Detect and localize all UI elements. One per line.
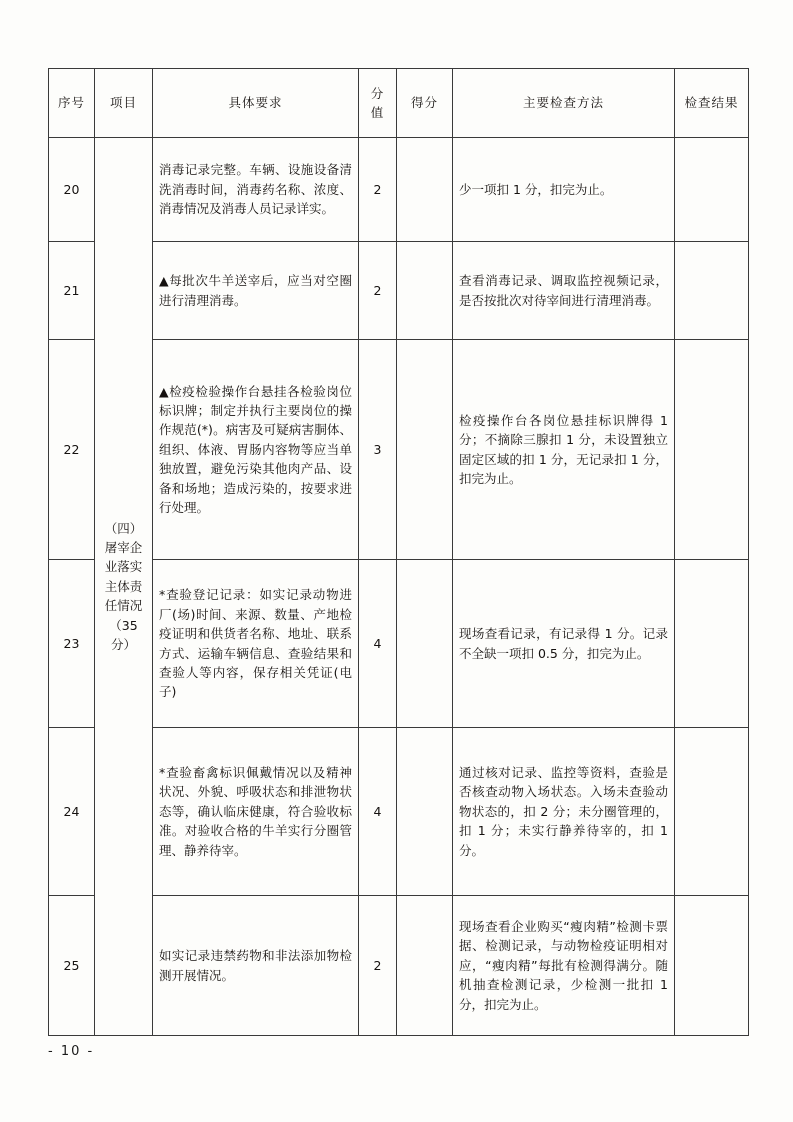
table-row	[49, 242, 749, 340]
row-result[interactable]	[675, 340, 749, 560]
row-got[interactable]	[397, 340, 453, 560]
header-score	[359, 69, 397, 138]
row-method: 少一项扣 1 分，扣完为止。	[453, 138, 675, 242]
row-result[interactable]	[675, 138, 749, 242]
header-result	[675, 69, 749, 138]
header-requirement	[153, 69, 359, 138]
row-score: 3	[359, 340, 397, 560]
header-seq-label: 序号	[57, 95, 85, 111]
header-item-label: 项目	[109, 95, 137, 111]
row-got[interactable]	[397, 242, 453, 340]
row-result[interactable]	[675, 896, 749, 1036]
table-body	[49, 138, 749, 1036]
row-result[interactable]	[675, 728, 749, 896]
row-got[interactable]	[397, 138, 453, 242]
row-requirement: *查验畜禽标识佩戴情况以及精神状况、外貌、呼吸状态和排泄物状态等，确认临床健康，符合验收标准。对验收合格的牛羊实行分圈管理、静养待宰。	[153, 728, 359, 896]
row-method: 查看消毒记录、调取监控视频记录，是否按批次对待宰间进行清理消毒。	[453, 242, 675, 340]
table-header	[49, 69, 749, 138]
row-result[interactable]	[675, 560, 749, 728]
row-seq: 20	[49, 138, 95, 242]
group-label: （四）屠宰企业落实主体责任情况（35分）	[104, 520, 143, 652]
row-score: 2	[359, 896, 397, 1036]
row-score: 2	[359, 242, 397, 340]
row-requirement: *查验登记记录：如实记录动物进厂(场)时间、来源、数量、产地检疫证明和供货者名称、地址、联系方式、运输车辆信息、查验结果和查验人等内容，保存相关凭证(电子)	[153, 560, 359, 728]
header-seq	[49, 69, 95, 138]
row-score: 4	[359, 728, 397, 896]
page-number: - 10 -	[48, 1044, 95, 1059]
inspection-table	[48, 68, 749, 1036]
header-requirement-label: 具体要求	[228, 95, 283, 111]
row-got[interactable]	[397, 560, 453, 728]
header-item	[95, 69, 153, 138]
row-requirement: 如实记录违禁药物和非法添加物检测开展情况。	[153, 896, 359, 1036]
header-got-label: 得分	[410, 95, 438, 111]
row-result[interactable]	[675, 242, 749, 340]
row-seq: 24	[49, 728, 95, 896]
row-seq: 22	[49, 340, 95, 560]
header-method-label: 主要检查方法	[522, 95, 604, 111]
row-seq: 23	[49, 560, 95, 728]
table-row	[49, 896, 749, 1036]
row-requirement: 消毒记录完整。车辆、设施设备清洗消毒时间，消毒药名称、浓度、消毒情况及消毒人员记录详实。	[153, 138, 359, 242]
row-method: 检疫操作台各岗位悬挂标识牌得 1 分；不摘除三腺扣 1 分，未设置独立固定区域的扣 1 分，无记录扣 1 分，扣完为止。	[453, 340, 675, 560]
row-requirement: ▲检疫检验操作台悬挂各检验岗位标识牌；制定并执行主要岗位的操作规范(*)。病害及可疑病害胴体、组织、体液、胃肠内容物等应当单独放置，避免污染其他肉产品、设备和场地；造成污染的，按要求进行处理。	[153, 340, 359, 560]
row-seq: 21	[49, 242, 95, 340]
row-got[interactable]	[397, 728, 453, 896]
header-method	[453, 69, 675, 138]
row-got[interactable]	[397, 896, 453, 1036]
table-row	[49, 340, 749, 560]
table-header-row	[49, 69, 749, 138]
row-score: 2	[359, 138, 397, 242]
row-score: 4	[359, 560, 397, 728]
row-method: 现场查看记录，有记录得 1 分。记录不全缺一项扣 0.5 分，扣完为止。	[453, 560, 675, 728]
table-row	[49, 728, 749, 896]
table-row	[49, 560, 749, 728]
row-seq: 25	[49, 896, 95, 1036]
row-requirement: ▲每批次牛羊送宰后，应当对空圈进行清理消毒。	[153, 242, 359, 340]
table-row	[49, 138, 749, 242]
header-got	[397, 69, 453, 138]
inspection-table-container	[48, 68, 748, 1036]
group-cell	[95, 138, 153, 1036]
row-method: 现场查看企业购买“瘦肉精”检测卡票据、检测记录，与动物检疫证明相对应，“瘦肉精”每批有检测得满分。随机抽查检测记录，少检测一批扣 1 分，扣完为止。	[453, 896, 675, 1036]
header-result-label: 检查结果	[684, 95, 739, 111]
header-score-label: 分值	[370, 85, 385, 120]
row-method: 通过核对记录、监控等资料，查验是否核查动物入场状态。入场未查验动物状态的，扣 2 分；未分圈管理的，扣 1 分；未实行静养待宰的，扣 1 分。	[453, 728, 675, 896]
